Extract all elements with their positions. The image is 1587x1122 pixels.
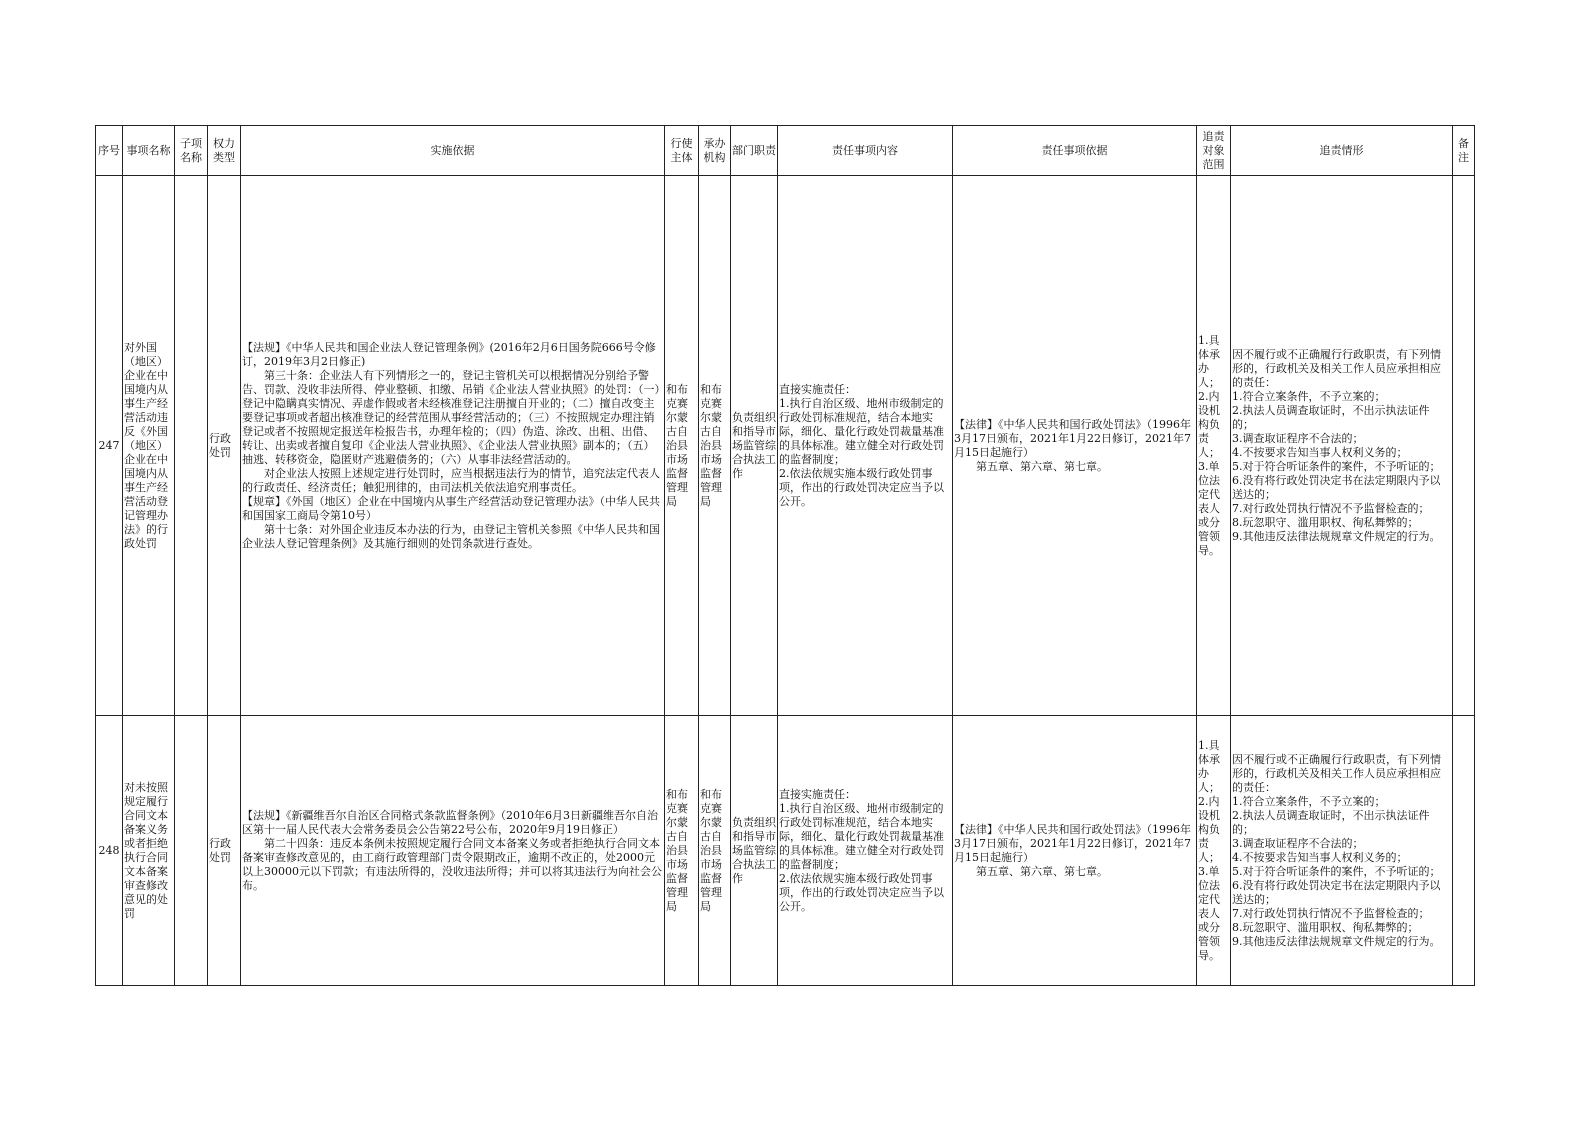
row-sub-item — [175, 176, 208, 716]
row-duty: 负责组织和指导市场监管综合执法工作 — [731, 176, 778, 716]
responsibility-table — [95, 125, 1475, 986]
row-organization: 和布克赛尔蒙古自治县市场监督管理局 — [699, 716, 731, 986]
row-organization: 和布克赛尔蒙古自治县市场监督管理局 — [699, 176, 731, 716]
row-content: 直接实施责任： 1.执行自治区级、地州市级制定的行政处罚标准规范，结合本地实际，细化、量化行政处罚裁量基准的具体标准。建立健全对行政处罚的监督制度； 2.依法依规实施本级行政处罚事项，作出的行政处罚决定应当予以公开。 — [778, 176, 953, 716]
header-duty: 部门职责 — [731, 126, 778, 176]
table-row — [96, 716, 1475, 986]
table-row — [96, 176, 1475, 716]
row-basis: 【法规】《中华人民共和国企业法人登记管理条例》(2016年2月6日国务院666号令修订，2019年3月2日修正) 第三十条：企业法人有下列情形之一的，登记主管机关可以根据情况分别给予警告、罚款、没收非法所得、停业整顿、扣缴、吊销《企业法人营业执照》的处罚：（一）登记中隐瞒真实情况、弄虚作假或者未经核准登记注册擅自开业的；（二）擅自改变主要登记事项或者超出核准登记的经营范围从事经营活动的；（三）不按照规定办理注销登记或者不按照规定报送年检报告书，办理年检的；（四）伪造、涂改、出租、出借、转让、出卖或者擅自复印《企业法人营业执照》、《企业法人营业执照》副本的；（五）抽逃、转移资金，隐匿财产逃避债务的；（六）从事非法经营活动的。 对企业法人按照上述规定进行处罚时，应当根据违法行为的情节，追究法定代表人的行政责任、经济责任；触犯刑律的，由司法机关依法追究刑事责任。 【规章】《外国（地区）企业在中国境内从事生产经营活动登记管理办法》（中华人民共和国国家工商局令第10号） 第十七条：对外国企业违反本办法的行为，由登记主管机关参照《中华人民共和国企业法人登记管理条例》及其施行细则的处罚条款进行查处。 — [241, 176, 665, 716]
row-note — [1453, 716, 1475, 986]
row-note — [1453, 176, 1475, 716]
header-note: 备注 — [1453, 126, 1475, 176]
row-scope: 1.具体承办人； 2.内设机构负责人； 3.单位法定代表人或分管领导。 — [1197, 716, 1231, 986]
header-power-type: 权力类型 — [208, 126, 241, 176]
row-subject: 和布克赛尔蒙古自治县市场监督管理局 — [665, 176, 699, 716]
header-sub-item: 子项名称 — [175, 126, 208, 176]
header-subject: 行使主体 — [665, 126, 699, 176]
header-row — [96, 126, 1475, 176]
row-duty: 负责组织和指导市场监管综合执法工作 — [731, 716, 778, 986]
row-power-type: 行政处罚 — [208, 716, 241, 986]
row-item-name: 对未按照规定履行合同文本备案义务或者拒绝执行合同文本备案审查修改意见的处罚 — [123, 716, 175, 986]
header-no: 序号 — [96, 126, 123, 176]
header-organization: 承办机构 — [699, 126, 731, 176]
row-item-name: 对外国（地区）企业在中国境内从事生产经营活动违反《外国（地区）企业在中国境内从事生产经营活动登记管理办法》的行政处罚 — [123, 176, 175, 716]
header-content: 责任事项内容 — [778, 126, 953, 176]
row-power-type: 行政处罚 — [208, 176, 241, 716]
row-no: 248 — [96, 716, 123, 986]
header-item-name: 事项名称 — [123, 126, 175, 176]
row-subject: 和布克赛尔蒙古自治县市场监督管理局 — [665, 716, 699, 986]
row-no: 247 — [96, 176, 123, 716]
header-scope: 追责对象范围 — [1197, 126, 1231, 176]
row-situation: 因不履行或不正确履行行政职责，有下列情形的，行政机关及相关工作人员应承担相应的责任： 1.符合立案条件，不予立案的； 2.执法人员调查取证时，不出示执法证件的； 3.调查取证程序不合法的； 4.不按要求告知当事人权利义务的； 5.对于符合听证条件的案件，不予听证的； 6.没有将行政处罚决定书在法定期限内予以送达的； 7.对行政处罚执行情况不予监督检查的； 8.玩忽职守、滥用职权、徇私舞弊的； 9.其他违反法律法规规章文件规定的行为。 — [1231, 176, 1453, 716]
row-content: 直接实施责任： 1.执行自治区级、地州市级制定的行政处罚标准规范，结合本地实际，细化、量化行政处罚裁量基准的具体标准。建立健全对行政处罚的监督制度； 2.依法依规实施本级行政处罚事项，作出的行政处罚决定应当予以公开。 — [778, 716, 953, 986]
row-sub-item — [175, 716, 208, 986]
row-resp-basis: 【法律】《中华人民共和国行政处罚法》（1996年3月17日颁布，2021年1月22日修订，2021年7月15日起施行） 第五章、第六章、第七章。 — [953, 716, 1197, 986]
header-resp-basis: 责任事项依据 — [953, 126, 1197, 176]
row-scope: 1.具体承办人； 2.内设机构负责人； 3.单位法定代表人或分管领导。 — [1197, 176, 1231, 716]
header-basis: 实施依据 — [241, 126, 665, 176]
header-situation: 追责情形 — [1231, 126, 1453, 176]
row-situation: 因不履行或不正确履行行政职责，有下列情形的，行政机关及相关工作人员应承担相应的责任： 1.符合立案条件，不予立案的； 2.执法人员调查取证时，不出示执法证件的； 3.调查取证程序不合法的； 4.不按要求告知当事人权利义务的； 5.对于符合听证条件的案件，不予听证的； 6.没有将行政处罚决定书在法定期限内予以送达的； 7.对行政处罚执行情况不予监督检查的； 8.玩忽职守、滥用职权、徇私舞弊的； 9.其他违反法律法规规章文件规定的行为。 — [1231, 716, 1453, 986]
row-basis: 【法规】《新疆维吾尔自治区合同格式条款监督条例》（2010年6月3日新疆维吾尔自治区第十一届人民代表大会常务委员会公告第22号公布，2020年9月19日修正） 第二十四条：违反本条例未按照规定履行合同文本备案义务或者拒绝执行合同文本备案审查修改意见的，由工商行政管理部门责令限期改正，逾期不改正的，处2000元以上30000元以下罚款；有违法所得的，没收违法所得；并可以将其违法行为向社会公布。 — [241, 716, 665, 986]
row-resp-basis: 【法律】《中华人民共和国行政处罚法》（1996年3月17日颁布，2021年1月22日修订，2021年7月15日起施行） 第五章、第六章、第七章。 — [953, 176, 1197, 716]
